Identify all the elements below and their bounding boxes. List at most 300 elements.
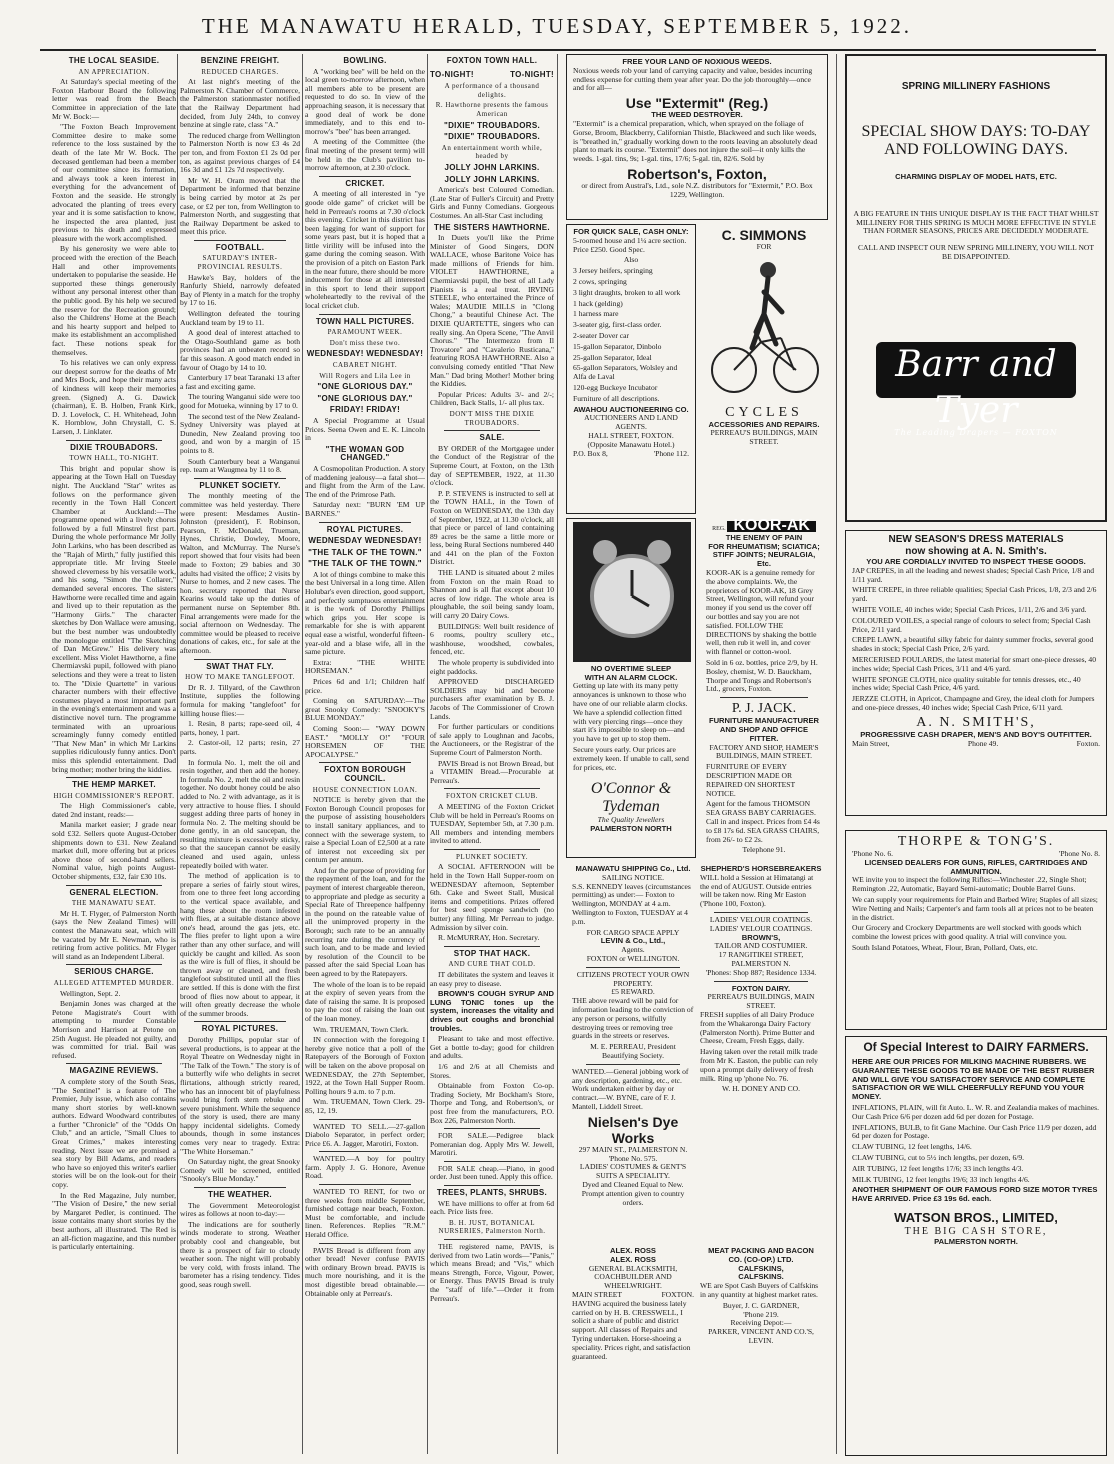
divider (319, 1184, 411, 1185)
firm-store: THE BIG CASH STORE, (904, 1225, 1048, 1237)
sale-item: 65-gallon Separators, Wolsley and Alfa de Laval (573, 363, 678, 382)
ad-paragraph: WE invite you to inspect the following Rifles:—Winchester .22, Single Shot; Remington .22, Automatic, Bayard Semi-automatic; Double Barrel Guns. (852, 875, 1087, 894)
ad-paragraph: Telephone 91. (742, 845, 786, 855)
newspaper-title: THE MANAWATU HERALD, TUESDAY, SEPTEMBER 5, 1922. (201, 14, 913, 38)
article-paragraph: "The Foxton Beach Improvement Committee desire to make some reference to the loss sustained by the death of the late Mr W. Bock. The deceased gentleman had been a member of our committee since its formation, and always took a keen interest in everything for the advancement of Foxton and the seaside. He strongly advocated the planting of trees every year and it is some satisfaction to know, he inspected the area planted, just previous to his death and expressed pleasure with the work accomplished. (52, 122, 176, 243)
article-paragraph: A meeting of all interested in "ye goode olde game" of cricket will be held in Perreau's rooms at 7.30 o'clock this evening. Cricket in this district has been lagging for want of support for some years past, but it is hoped that a little virility will be infused into the game during the coming season. With the provision of a pitch on Easton Park in the near future, there should be more inducement for those at all interested in this sport to lend their support wholeheartedly to the revival of the local cricket club. (305, 189, 425, 311)
divider (194, 1187, 286, 1188)
ad-line: WEDNESDAY WEDNESDAY! (308, 536, 422, 546)
notice-paragraph: R. McMURRAY, Hon. Secretary. (438, 933, 540, 943)
article-paragraph: 1. Resin, 8 parts; rape-seed oil, 4 parts, honey, 1 part. (180, 719, 300, 737)
left-small-ads (572, 865, 694, 1209)
small-ads-block (566, 862, 828, 1242)
divider (714, 981, 808, 982)
article-paragraph: Benjamin Jones was charged at the Petone Magistrate's Court with attempting to murder Constable Morrison and Harrison at Petone on 25th August. He pleaded not guilty, and was committed for trial. Bail was refused. (52, 999, 176, 1060)
product-line: CLAW TUBING, 12 feet lengths, 14/6. (852, 1142, 972, 1152)
ad-line: Agents. (621, 945, 645, 955)
sale-item: 1 hack (gelding) (573, 298, 623, 308)
firm-name: THORPE & TONG'S. (897, 834, 1055, 849)
barr-tyer-logo (876, 342, 1076, 437)
divider (194, 659, 286, 660)
ad-subheading: LICENSED DEALERS FOR GUNS, RIFLES, CARTRIDGES AND AMMUNITION. (864, 857, 1088, 876)
divider (444, 1161, 540, 1162)
ad-paragraph: FACTORY AND SHOP, HAMER'S BUILDINGS, MAIN STREET. (709, 742, 819, 761)
divider (444, 849, 540, 850)
ad-line: 'Phone 219. (743, 1309, 779, 1319)
ad-paragraph: We can supply your requirements for Plain and Barbed Wire; Staples of all sizes; Wire Netting and Nails; Carpenter's and farm tools all at prices not to be beaten in the district. (852, 894, 1098, 922)
logo-text: Barr and Tyer (895, 343, 1057, 431)
divider (66, 1063, 162, 1064)
ad-line: Prices 6d and 1/1; Children half price. (305, 677, 425, 695)
ad-paragraph: Agent for the famous THOMSON SEA GRASS BABY CARRIAGES. Call in and inspect. Prices from £4 4s to £8 17s 6d. SEA GRASS CHAIRS, from 26/- to £2 2s. (706, 799, 820, 844)
koorak-ad (700, 518, 828, 858)
ad-line: DON'T MISS THE DIXIE TROUBADORS. (449, 409, 535, 427)
firm-town: PALMERSTON NORTH. (934, 1236, 1018, 1246)
notice-paragraph: A SOCIAL AFTERNOON will be held in the Town Hall Supper-room on WEDNESDAY afternoon, September 6th. Cake and Sweet Stall, Musical items and competitions. Prizes offered for best seed sponge sandwich (no butter) any filling. Mr Perreau to judge. Admission by silver coin. (430, 862, 554, 932)
divider (319, 1243, 411, 1244)
divider (319, 522, 411, 523)
divider (444, 1128, 540, 1129)
ad-paragraph: WILL hold a Session at Himatangi at the end of AUGUST. Outside entries will be taken now. Ring Mr Easton ('Phone 100, Foxton). (700, 872, 814, 909)
firm-trade: GENERAL BLACKSMITH, COACHBUILDER AND WHEELWRIGHT. (588, 1263, 678, 1291)
sale-item: Also (623, 255, 639, 265)
ad-heading: FOXTON CRICKET CLUB. (445, 792, 538, 801)
firm-name: ALEX. ROSS (610, 1254, 656, 1264)
thorpe-tong-ad (845, 830, 1107, 1030)
firm-town: Foxton. (1076, 738, 1100, 748)
ad-line: PARKER, VINCENT AND CO.'S, LEVIN. (708, 1327, 814, 1345)
divider (586, 967, 680, 968)
news-column-1 (52, 54, 176, 1456)
firm-sub: AUCTIONEERS AND LAND AGENTS. (584, 413, 678, 432)
cyclist-illustration (706, 252, 822, 402)
article-heading: THE LOCAL SEASIDE. (68, 56, 160, 65)
ad-line: "THE WOMAN GOD CHANGED." (325, 444, 405, 463)
ad-paragraph: Having taken over the retail milk trade from Mr K. Easton, the public can rely upon a prompt daily delivery of fresh milk. Ring up 'phone No. 76. (700, 1047, 818, 1083)
ad-line: FOR (756, 242, 772, 251)
article-subheading: THE MANAWATU SEAT. (71, 899, 157, 908)
ad-line: 297 MAIN ST., PALMERSTON N. (578, 1144, 688, 1154)
product-line: INFLATIONS, PLAIN, will fit Auto. L. W. R. and Zealandia makes of machines. Our Cash Price 6/6 per dozen add 6d per dozen for Postage. (852, 1102, 1099, 1121)
small-ads-row (572, 865, 822, 1209)
ad-line: TO-NIGHT! (510, 69, 554, 79)
article-paragraph: The monthly meeting of the committee was held yesterday. There were present: Mesdames Austin-Johnston (president), F. Robinson, Pearson, F. McDonald, Trueman, Hynes, Christie, Dowley, Moore, Walton, and McMurray. The Nurse's report showed that four visits had been made to Foxton; 29 babies and 30 adults had visited the office; 2 visits by Nurse to homes, and 2 new cases. The hon. secretary reported that Nurse Kearins would take up the duties of permanent nurse on September 8th. Final arrangements were made for the social afternoon on Wednesday. The committee would be pleased to receive donations of cakes, etc., for sale at the afternoon. (180, 491, 300, 655)
article-paragraph: To his relatives we can only express our deepest sorrow for the deaths of Mr and Mrs Bock, and hope their many acts of kindness will keep their memories green. (Signed) A. G. Dawick (chairman), E. B. Holben, Frank Kirk, D. J. Lovelock, C. H. Whitehead, John K. Hornblow, John Chrystall, C. S. Larsen, J. Linklater. (52, 358, 176, 436)
firm-address: (Opposite Manawatu Hotel.) (587, 439, 675, 449)
firm-name: ALEX. ROSS (610, 1246, 656, 1255)
article-heading: DIXIE TROUBADORS. (70, 442, 158, 452)
meat-packing-ad (700, 1247, 822, 1363)
ad-line: TO-NIGHT! (430, 69, 474, 79)
ad-line: "ONE GLORIOUS DAY." (317, 393, 413, 403)
ad-line: Will Rogers and Lila Lee in (319, 371, 411, 380)
ad-heading: ROYAL PICTURES. (326, 524, 404, 534)
article-paragraph: A good deal of interest attached to the Otago-Southland game as both provinces had an unbeaten record so far this season. A good match ended in favour of Otago by 14 to 10. (180, 328, 300, 372)
divider (319, 314, 411, 315)
article-paragraph: This bright and popular show is appearing at the Town Hall on Tuesday night. The Auckland "Star" writes as follows on the performance given recently in the Town Hall Concert Chamber at Auckland:—The programme opened with a lively chorus followed by a full Minstrel first part. During the whole performance Mr Jolly John Larkins, who has been described as the "Rajah of Mirth," fully justified this appropriate title. Mr Irving Steele showed cleverness by his versatile work, and his song, "Simon the Collarer," demanded several encores. The sisters Hawthorne were recalled time and again and lived up to their reputation as the "Harmony Girls." The character sketches by Don Wallace were amusing, but the best number was undoubtedly the monologue entitled "The Sketching of Dan McGrew." His delivery was excellent. Miss Violet Hawthorne, a fine Chermiavski pupil, followed with piano selections and they were a treat to listen to. The "Dixie Quartette" in various character numbers with their effective costumes played a most important part in the evening's entertainment and was a distinctive novel turn. The programme terminated with an uproarious screamingly funny comedy entitled "That New Man" in which Mr Larkins supplies ridiculously funny antics. Don't miss this splendid entertainment. Dad bring mother; mother bring the kiddies. (52, 463, 176, 774)
article-heading: SERIOUS CHARGE. (74, 967, 154, 977)
column-divider (427, 54, 428, 1454)
divider (319, 1151, 411, 1152)
po-box: P.O. Box 8, (573, 448, 608, 458)
article-paragraph: In formula No. 1, melt the oil and resin together, and then add the honey. In formula No. 2, melt the oil and resin together. No doubt honey could be also added to No. 2 with advantage, as it is very attractive to house flies. I should suggest adding three parts of honey in formula No. 2. The melting should be done gently, in an old saucepan, the resulting mixture is excessively sticky, so that the saucepan cannot be easily cleaned and used again, unless repeatedly boiled with water. (180, 757, 300, 870)
ad-line: JOLLY JOHN LARKINS. (444, 162, 540, 172)
ad-seller: Robertson's, Foxton, (627, 165, 767, 182)
ad-line: "DIXIE" TROUBADORS. (444, 120, 540, 130)
smith-drapery-ad (845, 530, 1107, 816)
phone-number: 'Phone 112. (653, 448, 689, 458)
product-line: ANOTHER SHIPMENT OF OUR FAMOUS FORD SIZE MOTOR TYRES HAVE ARRIVED. Price £3 19s 6d. each. (852, 1185, 1098, 1204)
ad-showdays: SPECIAL SHOW DAYS: TO-DAY AND FOLLOWING DAYS. (861, 123, 1091, 158)
ad-line: PARAMOUNT WEEK. (327, 328, 403, 337)
ad-line: Saturday next: "BURN 'EM UP BARNES." (305, 500, 425, 518)
ad-paragraph: Noxious weeds rob your land of carrying capacity and value, besides incurring endless expense for cutting them year after year. Do the job thoroughly—once and for all— (573, 65, 813, 93)
notice-paragraph: Wm. TRUEMAN, Town Clerk. (313, 1024, 409, 1034)
masthead-rule (40, 49, 1096, 51)
ad-heading: Of Special Interest to DAIRY FARMERS. (863, 1040, 1089, 1054)
article-heading: ROYAL PICTURES. (201, 1024, 279, 1034)
article-heading: BENZINE FREIGHT. (200, 56, 280, 65)
ad-heading: NEW SEASON'S DRESS MATERIALS (888, 534, 1064, 545)
jeweller-tagline: The Quality Jewellers (597, 815, 665, 825)
ad-line: Don't miss these two. (329, 338, 401, 347)
product-line: WHITE VOILE, 40 inches wide; Special Cash Prices, 1/11, 2/6 and 3/6 yard. (852, 604, 1087, 614)
ad-line: B. H. JUST, BOTANICAL NURSERIES, Palmerston North. (438, 1218, 546, 1236)
firm-sub: PROGRESSIVE CASH DRAPER, MEN'S AND BOY'S OUTFITTER. (860, 729, 1092, 739)
notice-paragraph: THE LAND is situated about 2 miles from Foxton on the main Road to Shannon and is all flat except about 10 acres of low ridge. The whole area is ploughable, the soil being sandy loam, will carry 20 Dairy Cows. (430, 568, 554, 621)
ad-line: CALFSKINS. (738, 1272, 784, 1282)
ad-paragraph: KOOR-AK is a genuine remedy for the above complaints. We, the proprietors of KOOR-AK, 18 Grey Street, Wellington, will refund your money if you send us the cover off our bottles and say you are not satisfied. FOLLOW THE DIRECTIONS by shaking the bottle well, then rub it well in, and cover with flannel or cotton-wool. (706, 567, 817, 657)
product-line: CLAW TUBING, cut to 5½ inch lengths, per dozen, 6/9. (852, 1152, 1025, 1162)
article-paragraph: Hawke's Bay, holders of the Ranfurly Shield, narrowly defeated Bay of Plenty in a match for the trophy by 17 to 16. (180, 272, 300, 308)
notice-paragraph: IN connection with the foregoing I hereby give notice that a poll of the Ratepayers of the Borough of Foxton will be taken on the above proposal on WEDNESDAY, the 27th September, 1922, at the Town Hall Supper Room. Polling hours 9 a.m. to 7 p.m. (305, 1035, 425, 1096)
ad-paragraph: M. E. PERREAU, President Beautifying Society. (590, 1042, 676, 1060)
jeweller-place: PALMERSTON NORTH (590, 824, 672, 834)
ad-line: In Duets you'll like the Prime Minister of Good Singers, DON WALLACE, whose Baritone Voice has made millions of Friends for him. VIOLET HAWTHORNE, a Chermiavski pupil, the best of all Lady Pianists is a real treat. IRVING STEELE, who entertained the Prince of Wales; MAUDIE MILLS in "Clong Chong," a beautiful Chinese Act. The DIXIE QUARTETTE, singers who can really sing. An Opera Scene, "The Anvil Chorus." "The Intermezzo from Il Trovatore" and "Cavalerio Rusticana," featuring ROSA HAWTHORNE. Also a convulsing comedy entitled "That New Man." Dad bring Mother! Mother bring the Kiddies. (430, 233, 554, 389)
article-paragraph: The touring Wanganui side were too good for Motueka, winning by 17 to 0. (180, 392, 300, 410)
article-paragraph: The Government Meteorologist wires as follows at noon to-day:— (180, 1200, 300, 1219)
ad-line: YOU ARE CORDIALLY INVITED TO INSPECT THESE GOODS. (866, 557, 1086, 566)
classified-ad: PAVIS Bread is different from any other bread! Never confuse PAVIS with ordinary Brown bread. PAVIS is much more nourishing, and it is the most digestible bread obtainable.—Obtainable only at Perreau's. (305, 1245, 425, 1298)
ad-line: Coming Soon:— "WAY DOWN EAST." "MOLLY O!" "FOUR HORSEMEN OF THE APOCALYPSE." (305, 723, 425, 759)
divider (444, 430, 540, 431)
divider (66, 440, 162, 441)
right-small-ads (700, 865, 822, 1209)
ad-address: PERREAU'S BUILDINGS, MAIN STREET. (710, 428, 818, 447)
sale-items (573, 237, 689, 404)
ad-heading: LADIES' VELOUR COATINGS. (709, 914, 813, 924)
bottom-ads-row (572, 1247, 822, 1363)
bottom-small-ads (566, 1244, 828, 1456)
ad-paragraph: "Extermit" is a chemical preparation, which, when sprayed on the foliage of Gorse, Broom, Blackberry, Californian Thistle, Blackweed and such like weeds, is "breathed in," gradually working down to the roots leaving an absolutely dead plant to mark its course. "Extermit" does not injure the soil—it only kills the weeds. 1-gal. tins, 9s; 1-gal. tins, 17/6; 5-gal. tin, 82/6. Sold by (573, 118, 818, 164)
ad-subheading: FURNITURE MANUFACTURER AND SHOP AND OFFICE FITTER. (708, 716, 820, 743)
koorak-logo (706, 518, 822, 534)
article-paragraph: A complete story of the South Seas, "The Sentinel" is a feature of The Premier, July issue, which also contains many short stories by well-known authors. Edward Woodward contributes a further "Chronicle" of the "Odds On Club," and an article, "Small Clues to Great Crimes," makes interesting reading. Next issue we are promised a sea story by Bill Adams, and readers who have so enjoyed this writer's earlier stories will be on the look-out for their copy. (52, 1076, 176, 1190)
classified-ad: WANTED TO SELL.—27-gallon Diabolo Separator, in perfect order; Price £6. A. Jagger, Marotiri, Foxton. (305, 1121, 425, 1148)
firm-name: A. N. SMITH'S, (916, 714, 1036, 730)
ad-paragraph: BROWN'S COUGH SYRUP AND LUNG TONIC tones up the system, increases the vitality and drives out coughs and bronchial troubles. (430, 989, 554, 1033)
ad-paragraph: WE have millions to offer at from 6d each. Price lists free. (430, 1198, 554, 1217)
article-paragraph: A "working bee" will be held on the local green to-morrow afternoon, when all members able to be present are requested to do so. In view of the approaching season, it is necessary that a good deal of work be done immediately, and to this end to-morrow's "bee" has been arranged. (305, 66, 425, 136)
ad-paragraph: FRESH supplies of all Dairy Produce from the Whakaronga Dairy Factory (Palmerston North). Prime Butter and Cheese, Cream, Fresh Eggs, daily. (700, 1009, 815, 1046)
sale-item: 3 light draughts, broken to all work (573, 287, 681, 297)
ad-line: FOR RHEUMATISM; SCIATICA; (708, 541, 820, 551)
article-paragraph: South Canterbury beat a Wanganui rep. team at Waugmea by 11 to 8. (180, 456, 300, 475)
ad-heading: FOR QUICK SALE, CASH ONLY: (573, 227, 689, 236)
ad-line: Receiving Depot:— (730, 1318, 792, 1328)
ad-line: TAILOR AND COSTUMIER. (714, 941, 808, 951)
article-paragraph: Manila market easier; J grade near sold £32. Sellers quote August-October shipments down to £31. New Zealand market dull, more offering but at prices above those of second-hand sellers. Nominal value, high points August-October shipments, £32, fair £30 10s. (52, 820, 176, 882)
firm-name: AWAHOU AUCTIONEERING CO. (573, 404, 689, 414)
divider (714, 912, 808, 913)
ad-line: "THE TALK OF THE TOWN." (308, 547, 422, 557)
ad-line: A Cosmopolitan Production. A story of maddening jealousy—a fatal shot—and flight from the Arm of the Law. The end of the Primrose Path. (305, 463, 425, 499)
ad-line: JOLLY JOHN LARKINS. (444, 174, 540, 184)
notice-paragraph: P. P. STEVENS is instructed to sell at the TOWN HALL, in the Town of Foxton on WEDNESDAY, the 13th day of September, 1922, at 11.30 o'clock, all that piece or parcel of land containing 89 acres be the same a little more or less, being Rural Sections numbered 440 and 441 on the plan of the Foxton District. (430, 488, 554, 567)
ad-line: AND CURE THAT COLD. (448, 960, 536, 969)
ad-line: W. H. DONEY AND CO. (721, 1084, 801, 1094)
divider (586, 1064, 680, 1065)
extermit-ad (566, 54, 828, 220)
firm-name: BROWN'S, (741, 932, 781, 942)
article-subheading: HIGH COMMISSIONER'S REPORT. (53, 791, 175, 800)
divider (444, 946, 540, 947)
ad-line: 'Phones: Shop 887; Residence 1334. (705, 967, 817, 977)
ad-paragraph: 1/6 and 2/6 at all Chemists and Stores. (430, 1061, 554, 1080)
article-paragraph: On Saturday night, the great Snooky Comedy will be screened, entitled "Snooky's Blue Monday." (180, 1157, 300, 1184)
article-paragraph: Dr R. J. Tillyard, of the Cawthron Institute, supplies the following formula for making "tanglefoot" for killing house flies:— (180, 682, 300, 718)
divider (194, 1021, 286, 1022)
product-line: MERCERISED FOULARDS, the latest material for smart one-piece dresses, 40 inches wide; Special Cash Prices, 3/11 and 4/6 yard. (852, 654, 1097, 673)
notice-paragraph: For further particulars or conditions of sale apply to Loughnan and Jacobs, the Auctioneers, or the Registrar of the Supreme Court of Palmerston North. (430, 722, 554, 757)
notice-paragraph: Wm. TRUEMAN, Town Clerk. 29-85, 12, 19. (305, 1097, 425, 1115)
article-paragraph: The method of application is to prepare a series of fairly stout wires, from one to three feet long according to the vertical space available, and hang these about the room infested with flies, at a suitable distance above one's head, around the gas jets, etc. The flies prefer to light upon a wire rather than any other surface, and will quickly be caught and killed. As soon as the wire is full of flies, it should be thrown away or cleaned, and fresh tanglefoot substituted until all the flies are settled. If this is done with the first brood of flies now about to appear, it will often greatly decrease the whole of the summer broods. (180, 871, 300, 1018)
logo-tagline: The Leading Drapers — FOXTON (894, 427, 1058, 437)
ad-line: £5 REWARD. (611, 987, 655, 997)
product-line: INFLATIONS, BULB, to fit Gane Machine. Our Cash Price 11/9 per dozen, add 6d per dozen for Postage. (852, 1122, 1097, 1141)
divider (319, 762, 411, 763)
classified-ad: WANTED.—A boy for poultry farm. Apply J. G. Honore, Avenue Road. (305, 1154, 425, 1181)
article-paragraph: Canterbury 17 beat Taranaki 13 after a fast and exciting game. (180, 373, 300, 391)
column-divider (177, 54, 178, 1454)
simmons-cycles-ad (700, 224, 828, 514)
ad-line: PERREAU'S BUILDINGS, MAIN STREET. (707, 992, 815, 1011)
ad-heading: TOWN HALL PICTURES. (315, 316, 415, 326)
ad-line: Coming on SATURDAY:—The great Snooky Comedy: "SNOOKY'S BLUE MONDAY." (305, 696, 425, 723)
ad-paragraph: Secure yours early. Our prices are extremely keen. If unable to call, send for prices, etc. (573, 744, 689, 772)
alarm-clock-icon (573, 522, 691, 662)
ad-paragraph: S.S. KENNEDY leaves (circumstances permitting) as under:— Foxton to Wellington, MONDAY at 4 a.m. Wellington to Foxton, TUESDAY at 4 p.m. (572, 881, 691, 926)
ad-line: Extra: "THE WHITE HORSEMAN." (305, 657, 425, 676)
ad-paragraph: Our Grocery and Crockery Departments are well stocked with goods which combine the lowest prices with good quality. A trial will convince you. (852, 923, 1082, 942)
sale-item: 5-roomed house and 1¼ acre section. Price £250. Good Spec. (573, 235, 687, 254)
sale-item: 25-gallon Separator, Ideal (573, 352, 652, 362)
notice-paragraph: And for the purpose of providing for the repayment of the loan, and for the payment of interest chargeable thereon, to appropriate and pledge as security a Special Rate of Threepence halfpenny in the pound on the rateable value of all the unimproved property in the Borough; such rate to be an annually recurring rate during the currency of such loan, and to be made and levied by resolution of the Council to be passed after the said Special Loan has been agreed to by the Ratepayers. (305, 865, 425, 978)
firm-address: HALL STREET, FOXTON. (588, 430, 674, 440)
ad-paragraph: Dyed and Cleaned Equal to New. Prompt attention given to country orders. (581, 1179, 685, 1207)
article-subheading: HOW TO MAKE TANGLEFOOT. (185, 673, 295, 682)
article-paragraph: Dorothy Phillips, popular star of several productions, is to appear at the Royal Theatre on Wednesday night in "The Talk of the Town." The story is of a butterfly wife who delights in secret flirtations, although strictly reared, who has an innocent bit of playfulness would bring forth stern rebuke and severe punishment. While the sequence of the story is used, there are many happy incidental sidelights. Comedy abounds, though in some instances comes very near to tragedy. Extra: "The White Horseman." (180, 1034, 300, 1156)
news-column-4 (430, 54, 554, 1456)
article-paragraph: The indications are for southerly winds moderate to strong. Weather probably cool and changeable, but there is a prospect of fair to cloudy weather soon. The night will probably be very cold, with frosts inland. The barometer has a rising tendency. Tides good, seas rough swell. (180, 1219, 300, 1289)
notice-paragraph: BUILDINGS: Well built residence of 6 rooms, poultry scullery etc., washhouse, woodshed, cowbales, fenced, etc. (430, 621, 554, 657)
article-subheading: REDUCED CHARGES. (201, 67, 279, 76)
firm-contact (852, 740, 1100, 749)
article-heading: FOOTBALL. (215, 242, 265, 252)
ad-line: CHARMING DISPLAY OF MODEL HATS, ETC. (895, 172, 1057, 181)
ad-heading: CYCLES (725, 404, 803, 420)
classified-ad: FOR SALE.—Pedigree black Pomeranian dog. Apply Mrs W. Jewell, Marotiri. (430, 1131, 554, 1158)
ad-paragraph: A BIG FEATURE IN THIS UNIQUE DISPLAY IS THE FACT THAT WHILST MILLINERY FOR THIS SPRING IS MUCH MORE EFFECTIVE IN STYLE THAN FORMER SEASONS, PRICES ARE DECIDEDLY MODERATE. (853, 208, 1099, 236)
masthead (0, 0, 1114, 52)
notice-paragraph: A MEETING of the Foxton Cricket Club will be held in Perreau's Rooms on TUESDAY, September 5th, at 7.30 p.m. All members and intending members invited to attend. (430, 801, 554, 846)
ad-heading: now showing at A. N. Smith's. (905, 546, 1047, 557)
article-heading: BOWLING. (343, 56, 387, 65)
ad-heading: SPRING MILLINERY FASHIONS (901, 81, 1051, 92)
ad-paragraph: IT debilitates the system and leaves it an easy prey to disease. (430, 970, 554, 988)
column-divider (302, 54, 303, 1454)
product-line: COLOURED VOILES, a special range of colours to select from; Special Cash Price, 2/11 yard. (852, 615, 1091, 634)
ad-heading: FREE YOUR LAND OF NOXIOUS WEEDS. (622, 57, 772, 66)
ad-line: FRIDAY! FRIDAY! (329, 405, 401, 415)
ad-line: Buyer, J. C. GARDNER, (722, 1300, 800, 1310)
notice-paragraph: BY ORDER of the Mortgagee under the Conduct of the Registrar of the Supreme Court, at Foxton, on the 13th day of SEPTEMBER, 1922, at 11.30 o'clock. (430, 443, 554, 488)
ad-paragraph: Obtainable from Foxton Co-op. Trading Society, Mr Bockham's Store, Thorpe and Tong, and Robertson's, or post free from the manufacturers, P.O. Box 226, Palmerston North. (430, 1081, 554, 1125)
ad-subheading: ACCESSORIES AND REPAIRS. (708, 419, 820, 429)
article-heading: MAGAZINE REVIEWS. (69, 1066, 159, 1076)
notice-paragraph: PAVIS Bread is not Brown Bread, but a VITAMIN Bread.—Procurable at Perreau's. (430, 758, 554, 785)
ad-paragraph: Pleasant to take and most effective. Get a bottle to-day; good for children and adults. (430, 1034, 554, 1061)
ad-line: CALFSKINS, (738, 1263, 784, 1273)
firm-contact (573, 450, 689, 459)
ad-line: "DIXIE" TROUBADORS. (444, 132, 540, 142)
watson-bros-ad (845, 1036, 1107, 1456)
ad-heading: MANAWATU SHIPPING Co., Ltd. (575, 864, 691, 873)
classified-ad: WANTED TO RENT, for two or three weeks from middle September, furnished cottage near beach, Foxton. Must be comfortable, and include linen. References. Replies "R.M." Herald Office. (305, 1187, 425, 1240)
article-paragraph: The reduced charge from Wellington to Palmerston North is now £3 4s 2d per ton, and from Foxton £1 2s 0d per ton, as against previous charges of £4 16s 3d and £1 12s 7d respectively. (180, 130, 300, 175)
ad-heading: LADIES' VELOUR COATINGS. (709, 923, 813, 933)
article-heading: CRICKET. (345, 178, 385, 188)
ad-line: America's best Coloured Comedian. (Late Star of Fuller's Circuit) and Pretty Girls and Funny Comedians. Gorgeous Costumes. An all-Star Cast including (430, 185, 554, 220)
article-subheading: AN APPRECIATION. (78, 67, 150, 76)
firm-name: WATSON BROS., LIMITED, (894, 1209, 1058, 1225)
ad-paragraph: FURNITURE OF EVERY DESCRIPTION MADE OR REPAIRED ON SHORTEST NOTICE. (706, 762, 795, 798)
article-heading: THE HEMP MARKET. (72, 780, 156, 790)
article-paragraph: The High Commissioner's cable, dated 2nd instant, reads:— (52, 801, 176, 819)
alarm-clock-ad (566, 518, 696, 858)
article-subheading: TOWN HALL, TO-NIGHT. (69, 454, 159, 463)
ad-line: FOXTON or WELLINGTON. (586, 953, 680, 963)
sale-item: 120-egg Buckeye Incubator (573, 382, 658, 392)
ad-line: LEVIN & Co., Ltd., (600, 936, 666, 946)
product-line: AIR TUBING, 12 feet lengths 17/6; 33 inch lengths 4/3. (852, 1163, 1024, 1173)
ad-line: 17 RANGITIKEI STREET, PALMERSTON N. (718, 950, 804, 968)
quick-sale-ad (566, 224, 696, 514)
article-heading: GENERAL ELECTION. (69, 887, 159, 897)
article-subheading: ALLEGED ATTEMPTED MURDER. (53, 978, 175, 987)
divider (444, 1185, 540, 1186)
column-divider (836, 54, 837, 1454)
ad-heading: CO. (CO-OP.) LTD. (728, 1254, 794, 1264)
article-paragraph: A meeting of the Committee (the final meeting of the present term) will be held in the Club's pavilion to-morrow afternoon, at 2.30 o'clock. (305, 137, 425, 173)
article-paragraph: At last night's meeting of the Palmerston N. Chamber of Commerce, the Palmerston stationmaster notified that the Railway Department had decided, from July 24th, to convey benzine at single rate, class "A." (180, 77, 300, 130)
divider (319, 1119, 411, 1120)
article-paragraph: By his generosity we were able to proceed with the erection of the Beach Hall and other improvements undertaken to popularise the seaside. He supported these things generously without any personal interest other than the public good. By his help we secured the reserve for the Recreation ground; also the Childrens' Home at the Beach and his hearty support and helped to make its establishment an accomplished fact. These notions speak for themselves. (52, 244, 176, 357)
phone-number: 'Phone No. 6. (852, 849, 894, 858)
product-line: JAP CREPES, in all the leading and newest shades; Special Cash Price, 1/8 and 1/11 yard. (852, 565, 1095, 584)
classified-ad: WANTED.—General jobbing work of any description, gardening, etc., etc. Work undertaken either by day or contract.—W. BYNE, care of F. J. Mantell, Liddell Street. (572, 1066, 689, 1111)
ad-product: Use "Extermit" (Reg.) (625, 95, 769, 112)
divider (194, 240, 286, 241)
sale-item: 2-seater Dover car (573, 330, 630, 340)
sale-item: 1 harness mare (573, 309, 619, 319)
ad-line: Popular Prices: Adults 3/- and 2/-; Children, Back Stalls, 1/- all plus tax. (430, 389, 554, 408)
article-paragraph: At Saturday's special meeting of the Foxton Harbour Board the following letter was read from the Beach Committee in appreciation of the late Mr W. Bock:— (52, 77, 176, 121)
divider (66, 885, 162, 886)
firm-street: Main Street, (852, 738, 890, 748)
divider (194, 478, 286, 479)
ad-heading: NO OVERTIME SLEEP (590, 663, 672, 673)
divider (444, 1239, 540, 1240)
classified-ad: FOR SALE cheap.—Piano, in good order. Just been tuned. Apply this office. (430, 1163, 554, 1182)
ad-line: THE SISTERS HAWTHORNE. (434, 222, 550, 232)
article-paragraph: In the Red Magazine, July number, "The Vision of Desire," the new serial by Margaret Pedler, is continued. The issue contains many short stories by the best authors, all illustrated. The Red is an all-fiction magazine, and this number is particularly entertaining. (52, 1190, 176, 1252)
article-paragraph: Mr W. H. Oram moved that the Department be informed that benzine is being carried by motor at 2s per case, or £2 per ton, from Wellington to Palmerston North, and suggesting that the Railway Department be asked to meet this price. (180, 175, 300, 237)
divider (66, 777, 162, 778)
phone-number: 'Phone No. 8. (1058, 849, 1100, 858)
brand-name: KOOR-AK (727, 521, 815, 532)
ad-heading: SHEPHERD'S HORSEBREAKERS (700, 864, 822, 873)
ad-line: R. Hawthorne presents the famous American (435, 101, 549, 118)
ad-tagline: THE ENEMY OF PAIN (725, 532, 803, 542)
ad-heading: SALE. (479, 433, 505, 443)
ad-line: A lot of things combine to make this the best Universal in a long time. Allen Holubar's even direction, good support, and perfectly sumptuous entertainment it is the work of Dorothy Phillips which grips you. Her scope is remarkable for she is with apparent equal ease a wistful, wonderful fifteen-year-old and a blase wife, all in the same picture. (305, 569, 425, 657)
ad-heading: PLUNKET SOCIETY. (456, 852, 528, 861)
notice-paragraph: The whole of the loan is to be repaid at the expiry of seven years from the date of raising the same. It is proposed to pay the cost of raising the loan out of the loan money. (305, 979, 425, 1023)
ad-tagline: THE WEED DESTROYER. (651, 110, 743, 120)
ad-line: An entertainment worth while, headed by (441, 143, 543, 161)
product-line: WHITE SPONGE CLOTH, nice quality suitable for tennis dresses, etc., 40 inches wide; Special Cash Price, 4/6 yard. (852, 674, 1081, 693)
ad-line: "ONE GLORIOUS DAY." (317, 382, 413, 392)
ad-heading: CITIZENS PROTECT YOUR OWN PROPERTY. (576, 969, 690, 988)
ad-subheading: SAILING NOTICE. (601, 872, 664, 882)
ad-paragraph: Getting up late with its many petty annoyances is unknown to those who have one of our reliable alarm clocks. We have a splendid collection fitted with very piercing rings—once they start it's impossible to sleep on—and you have to get up to stop them. (573, 681, 688, 744)
sale-item: 3 Jersey heifers, springing (573, 266, 653, 276)
ad-heading: FOXTON BOROUGH COUNCIL. (324, 765, 406, 783)
notice-paragraph: The whole property is subdivided into eight paddocks. (430, 658, 554, 676)
article-paragraph: Mr H. T. Flyger, of Palmerston North (says the New Zealand Times) will contest the Manawatu seat, which will be vacated by Mr E. Newman, who is retiring from active politics. Mr Flyger will stand as an Independent Liberal. (52, 908, 176, 961)
sale-item: Furniture of all descriptions. (573, 393, 660, 403)
ad-heading: MEAT PACKING AND BACON (708, 1246, 814, 1255)
sale-item: 2 cows, springing (573, 276, 627, 286)
sale-item: 15-gallon Separator, Dinbolo (573, 341, 662, 351)
product-line: CREPE LAWN, a beautiful silky fabric for dainty summer frocks, several good shades in stock; Special Cash Price, 2/6 yard. (852, 635, 1094, 654)
ad-heading: TREES, PLANTS, SHRUBS. (436, 1188, 548, 1198)
article-subheading: SATURDAY'S INTER-PROVINCIAL RESULTS. (197, 254, 283, 272)
ad-subheading: HOUSE CONNECTION LOAN. (312, 785, 418, 794)
ad-line: STIFF JOINTS; NEURALGIA, Etc. (712, 550, 816, 569)
ad-paragraph: HAVING acquired the business lately carried on by H. B. CRESSWELL, I solicit a share of public and district support. All classes of Repairs and Tyring undertaken. Horse-shoeing a speciality. Prices right, and satisfaction guaranteed. (572, 1298, 691, 1361)
firm-street: MAIN STREET (572, 1289, 622, 1299)
ad-heading: FOXTON TOWN HALL. (446, 56, 538, 65)
notice-paragraph: NOTICE is hereby given that the Foxton Borough Council proposes for the purpose of assisting householders to install sanitary appliances, and to connect with the sewerage system, to raise a Special Loan of £2,500 at a rate of interest not exceeding six per centum per annum. (305, 795, 425, 865)
ad-heading: STOP THAT HACK. (453, 948, 531, 958)
divider (720, 697, 808, 698)
firm-town: FOXTON. (661, 1289, 694, 1299)
ad-paragraph: THE above reward will be paid for information leading to the conviction of any person or persons, wilfully destroying trees or removing tree guards in the streets or reserves. (572, 996, 694, 1041)
ad-line: LADIES' COSTUMES & GENT'S SUITS A SPECIALITY. (579, 1162, 687, 1181)
divider (319, 176, 411, 177)
